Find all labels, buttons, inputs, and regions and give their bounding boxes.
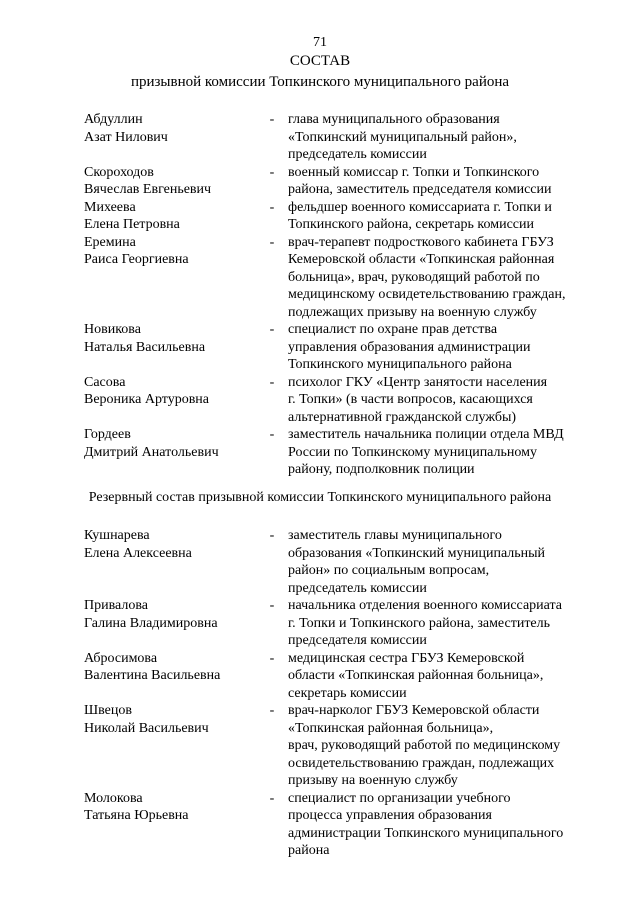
- member-position-line: врач-терапевт подросткового кабинета ГБУЗ: [288, 234, 554, 250]
- member-position-line: администрации Топкинского муниципального: [288, 825, 564, 841]
- member-position-line: района: [288, 843, 330, 858]
- member-position-line: психолог ГКУ «Центр занятости населения: [288, 374, 548, 390]
- reserve-section-title: Резервный состав призывной комиссии Топкинского муниципального района: [88, 490, 552, 505]
- member-position-line: врач-нарколог ГБУЗ Кемеровской области: [288, 703, 540, 718]
- dash-separator: -: [269, 790, 275, 806]
- dash-separator: -: [269, 427, 275, 442]
- member-position: [288, 790, 593, 860]
- member-position-line: начальника отделения военного комиссариата: [288, 598, 563, 613]
- member-position-line: района, заместитель председателя комиссии: [288, 182, 552, 197]
- member-position-line: России по Топкинскому муниципальному: [288, 444, 537, 460]
- member-name-line: Вячеслав Евгеньевич: [84, 182, 212, 197]
- member-name-line: Галина Владимировна: [84, 615, 218, 631]
- member-position-line: глава муниципального образования: [288, 112, 500, 127]
- dash-separator: -: [269, 650, 275, 666]
- member-name: [84, 164, 259, 199]
- member-name-line: Привалова: [84, 598, 148, 613]
- member-position-line: район» по социальным вопросам,: [288, 563, 490, 578]
- dash-separator: -: [269, 528, 275, 543]
- member-position-line: председатель комиссии: [288, 147, 427, 162]
- member-position-line: врач, руководящий работой по медицинскому: [288, 738, 561, 753]
- member-name-line: Татьяна Юрьевна: [84, 808, 189, 823]
- document-title: СОСТАВ: [289, 53, 351, 69]
- member-name-line: Новикова: [84, 322, 141, 337]
- member-name-line: Швецов: [84, 703, 132, 718]
- member-name: [84, 374, 259, 409]
- member-position-line: военный комиссар г. Топки и Топкинского: [288, 164, 540, 180]
- member-position-line: образования «Топкинский муниципальный: [288, 545, 546, 561]
- member-position-line: медицинскому освидетельствованию граждан,: [288, 287, 566, 302]
- member-position: [288, 111, 593, 164]
- member-position-line: «Топкинский муниципальный район»,: [288, 129, 517, 145]
- member-position-line: специалист по охране прав детства: [288, 322, 498, 337]
- member-position-line: г. Топки и Топкинского района, заместитель: [288, 615, 551, 631]
- member-position-line: секретарь комиссии: [288, 685, 407, 701]
- member-name: [84, 597, 259, 632]
- member-position: [288, 702, 593, 790]
- member-position-line: призыву на военную службу: [288, 773, 458, 788]
- member-position-line: процесса управления образования: [288, 808, 492, 823]
- member-name-line: Азат Нилович: [84, 129, 168, 145]
- member-name-line: Раиса Георгиевна: [84, 252, 189, 267]
- member-position-line: «Топкинская районная больница»,: [288, 720, 494, 736]
- member-name: [84, 650, 259, 685]
- page-number: 71: [313, 35, 327, 50]
- member-name-line: Молокова: [84, 790, 143, 806]
- member-position: [288, 527, 593, 597]
- member-position-line: медицинская сестра ГБУЗ Кемеровской: [288, 650, 525, 666]
- member-name-line: Абросимова: [84, 650, 158, 666]
- member-name: [84, 199, 259, 234]
- member-name-line: Гордеев: [84, 427, 131, 442]
- member-position: [288, 234, 593, 322]
- member-position-line: району, подполковник полиции: [288, 462, 475, 477]
- member-name: [84, 702, 259, 737]
- member-position: [288, 164, 593, 199]
- member-position-line: подлежащих призыву на военную службу: [288, 304, 537, 320]
- member-position-line: Топкинского района, секретарь комиссии: [288, 217, 534, 232]
- dash-separator: -: [269, 199, 275, 215]
- dash-separator: -: [269, 322, 275, 337]
- member-name: [84, 790, 259, 825]
- member-position: [288, 426, 593, 479]
- dash-separator: -: [269, 703, 275, 718]
- member-name-line: Еремина: [84, 234, 136, 250]
- member-position-line: больница», врач, руководящий работой по: [288, 269, 540, 285]
- dash-separator: -: [269, 112, 275, 127]
- member-name-line: Вероника Артуровна: [84, 392, 210, 407]
- member-position-line: председателя комиссии: [288, 633, 427, 648]
- member-position-line: г. Топки» (в части вопросов, касающихся: [288, 392, 533, 407]
- member-name-line: Елена Алексеевна: [84, 545, 192, 561]
- member-position: [288, 597, 593, 650]
- member-position-line: Топкинского муниципального района: [288, 357, 512, 372]
- member-position-line: председатель комиссии: [288, 580, 427, 596]
- member-position-line: заместитель главы муниципального: [288, 528, 502, 543]
- document-subtitle: призывной комиссии Топкинского муниципального района: [130, 74, 510, 90]
- member-name-line: Скороходов: [84, 164, 154, 180]
- member-name: [84, 527, 259, 562]
- member-position-line: области «Топкинская районная больница»,: [288, 668, 544, 683]
- member-name-line: Наталья Васильевна: [84, 339, 206, 355]
- member-position-line: альтернативной гражданской службы): [288, 409, 517, 425]
- member-name-line: Кушнарева: [84, 528, 150, 543]
- member-position: [288, 321, 593, 374]
- member-name: [84, 426, 259, 461]
- dash-separator: -: [269, 234, 275, 250]
- dash-separator: -: [269, 598, 275, 613]
- member-name-line: Валентина Васильевна: [84, 668, 221, 683]
- member-name: [84, 321, 259, 356]
- member-position: [288, 650, 593, 703]
- member-position-line: фельдшер военного комиссариата г. Топки и: [288, 199, 552, 215]
- member-position-line: Кемеровской области «Топкинская районная: [288, 252, 555, 267]
- member-name-line: Елена Петровна: [84, 217, 180, 232]
- member-position: [288, 199, 593, 234]
- dash-separator: -: [269, 374, 275, 390]
- member-position-line: заместитель начальника полиции отдела МВД: [288, 427, 564, 442]
- member-name-line: Сасова: [84, 374, 126, 390]
- member-name: [84, 111, 259, 146]
- member-name-line: Николай Васильевич: [84, 720, 209, 736]
- member-name-line: Абдуллин: [84, 112, 143, 127]
- member-position-line: управления образования администрации: [288, 339, 531, 355]
- member-position-line: специалист по организации учебного: [288, 790, 511, 806]
- dash-separator: -: [269, 164, 275, 180]
- member-name: [84, 234, 259, 269]
- member-position: [288, 374, 593, 427]
- member-position-line: освидетельствованию граждан, подлежащих: [288, 755, 555, 771]
- member-name-line: Михеева: [84, 199, 136, 215]
- member-name-line: Дмитрий Анатольевич: [84, 444, 219, 460]
